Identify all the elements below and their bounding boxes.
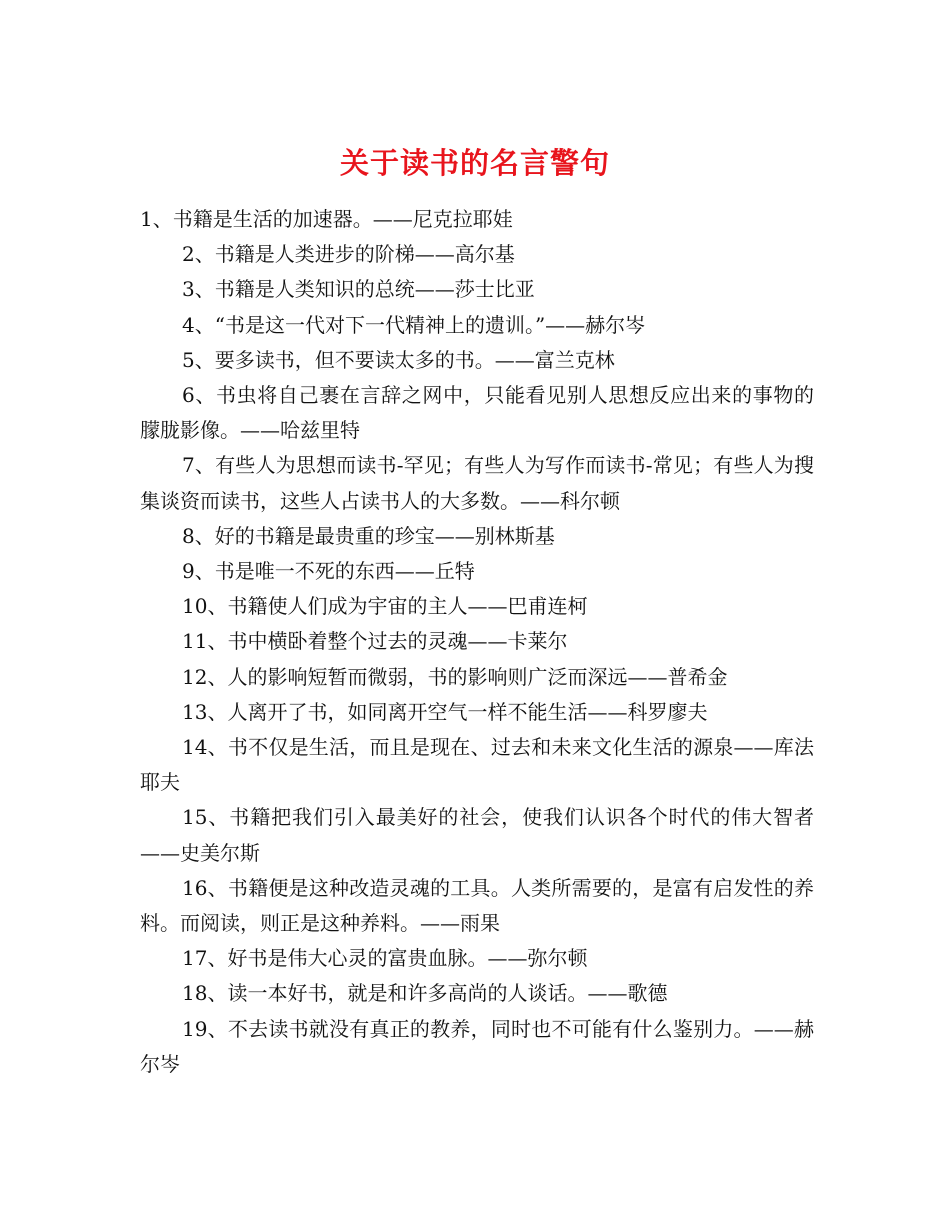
quote-item: 18、读一本好书，就是和许多高尚的人谈话。——歌德 [182, 981, 668, 1006]
quote-list [140, 202, 814, 1082]
quote-item: 10、书籍使人们成为宇宙的主人——巴甫连柯 [182, 594, 588, 619]
quote-item: 3、书籍是人类知识的总统——莎士比亚 [182, 277, 535, 302]
quote-item: 19、不去读书就没有真正的教养，同时也不可能有什么鉴别力。——赫尔岑 [140, 1016, 814, 1076]
quote-item: 9、书是唯一不死的东西——丘特 [182, 559, 475, 584]
quote-item: 17、好书是伟大心灵的富贵血脉。——弥尔顿 [182, 946, 588, 971]
quote-item: 6、书虫将自己裹在言辞之网中，只能看见别人思想反应出来的事物的朦胧影像。——哈兹里特 [140, 383, 814, 443]
quote-item: 15、书籍把我们引入最美好的社会，使我们认识各个时代的伟大智者——史美尔斯 [140, 805, 814, 865]
quote-item: 7、有些人为思想而读书-罕见；有些人为写作而读书-常见；有些人为搜集谈资而读书，这些人占读书人的大多数。——科尔顿 [140, 453, 814, 513]
quote-item: 1、书籍是生活的加速器。——尼克拉耶娃 [140, 207, 513, 231]
quote-item: 4、“书是这一代对下一代精神上的遗训。”——赫尔岑 [182, 312, 646, 337]
quote-item: 2、书籍是人类进步的阶梯——高尔基 [182, 242, 515, 267]
quote-item: 12、人的影响短暂而微弱，书的影响则广泛而深远——普希金 [182, 664, 728, 689]
quote-item: 13、人离开了书，如同离开空气一样不能生活——科罗廖夫 [182, 699, 708, 724]
page-title: 关于读书的名言警句 [339, 146, 610, 181]
quote-item: 5、要多读书，但不要读太多的书。——富兰克林 [182, 347, 615, 372]
quote-item: 14、书不仅是生活，而且是现在、过去和未来文化生活的源泉——库法耶夫 [140, 735, 814, 795]
quote-item: 11、书中横卧着整个过去的灵魂——卡莱尔 [182, 629, 568, 654]
quote-item: 8、好的书籍是最贵重的珍宝——别林斯基 [182, 523, 555, 548]
quote-item: 16、书籍便是这种改造灵魂的工具。人类所需要的，是富有启发性的养料。而阅读，则正是这种养料。——雨果 [140, 875, 814, 936]
